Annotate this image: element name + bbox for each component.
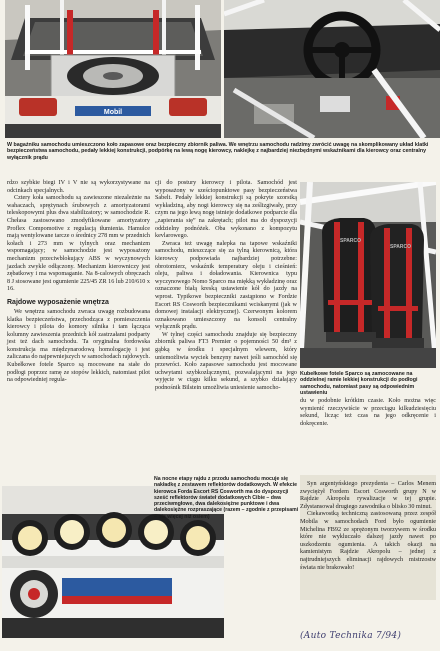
paragraph: Syn argentyńskiego prezydenta – Carlos Menem zwyciężył Fordem Escort Cosworth grupy N w Rajdzie Akropolu rywalizacje w tej grupie. Zdystansował drugiego zawodnika o blisko 30 minut. <box>300 481 436 510</box>
paragraph: Cztery koła samochodu są zawieszone niezależnie na wahaczach, sprężynach śrubowych z amortyzatorami teleskopowymi plus dwa stabilizatory; w samochodzie R. Chełasa zastosowano zmodyfikowane amortyzatory Proflex Compomotive z regulacją tłumienia. Hamulce mają wentylowane tarcze o średnicy 278 mm w przednich kołach i 273 mm w tylnych oraz mechanizm wspomagający; w samochodzie jest wyposażony mechanizm przeciwblokujący ABS w wyczynowych jazdach zwykle odłączony. Mechanizm kierowniczy jest zębatkowy i ma wspomaganie. Na 8-calowych obręczach 8 J stosowane jest ogumienie 225/45 ZR 16 lub 210/610 x 16. <box>7 195 150 293</box>
paragraph: We wnętrzu samochodu zwraca uwagę rozbudowana klatka bezpieczeństwa, przechodząca z pomieszczenia kierowcy i pilota do komory silnika i tam łącząca kolumny zawieszenia przednich kół zastrzałami podparty jest też dach samochodu. Ta oryginalna fordowska konstrukcja ma międzynarodową homologację i jest zaliczana do najpewniejszych w samochodach rajdowych. Kubełkowe fotele Sparco są mocowane na stałe do podłogi poprzez ramę ze stopów lekkich, natomiast pilot na odpowiedniej regula- <box>7 308 150 384</box>
paragraph: rdzo szybkie biegi IV i V nie są wykorzystywane na odcinkach specjalnych. <box>7 180 150 194</box>
paragraph: W tylnej części samochodu znajduje się bezpieczny zbiornik paliwa FT3 Premier o pojemności 50 dm³ z gąbką w środku i specjalnym wlewem, który uniemożliwia wyciek benzyny nawet jeśli samochód się przewróci. Koło zapasowe samochodu jest mocowane uchwytami szybkozłącznymi, pozwalającymi na jego wyjęcie w ciągu kilku sekund, a szybko działający podnośnik Bilstein umożliwia uniesienie samocho- <box>155 331 297 392</box>
photo-seats-graphic <box>300 182 436 368</box>
paragraph: cji do postury kierowcy i pilota. Samochód jest wyposażony w sześciopunktowe pasy bezpieczeństwa Sabelt. Pedały lekkiej konstrukcji są pokryte szorstką wykładziną, aby nogi kierowcy się na ześlizgiwały, przy czym na jego lewą nogę istnieje dodatkowe podparcie dla „zapierania się” na zakrętach; pilot ma do dyspozycji oddzielny podnóżek. Oba wykonano z kompozytu kevlarowego. <box>155 180 297 240</box>
article-column-2 <box>155 180 297 393</box>
paragraph: Ciekawostką techniczną zastosowaną przez zespół Mobila w samochodach Ford było ogumienie Michelina FB92 ze sprężonym tworzywem w środku które nie wykluczało dalszej jazdy nawet po uszkodzeniu ogumienia. A takich okazji na kamienistym Rajdzie Akropolu – jednej z najtrudniejszych eliminacji rajdowych mistrzostw świata nie brakowało! <box>300 511 436 571</box>
section-heading: Rajdowe wyposażenie wnętrza <box>7 298 109 306</box>
caption-lights: Na nocne etapy rajdu z przodu samochodu mocuje się nakładkę z zestawem reflektorów dodatkowych. W efekcie kierowca Forda Escort RS Cosworth ma do dyspozycji sześć reflektorów świateł dodatkowych Cibie – dwa przeciwmgłowe, dwa dalekosiężne punktowe i dwa dalekosiężne rozpraszające (razem – zgodnie z przepisami – nie więcej niż osiem) <box>154 476 299 520</box>
paragraph: Zwraca też uwagę nalepka na tapowe wskaźniki samochodu, mieszczące się za tylną kierownicą, która kierowcy podpowiada najbardziej potrzebne: obrotomierz, wskaźnik temperatury oleju i cieśnień: oleju, paliwa i doładowania. Kierownica typu wyczynowego Nomo Sparco ma miękką wykładzinę oraz oznaczone białą kreską ustawienie kół do jazdy na wprost. Typikowe bezpieczniki zastąpiono w Fordzie Escort RS Cosworth bezpiecznikami wciskanymi (jak w domowej instalacji elektrycznej). Czerwonym kolorem oznakowano umieszczony na konsoli centralny wyłącznik prądu. <box>155 240 297 331</box>
svg-text:Mobil: Mobil <box>103 109 123 116</box>
paragraph: du w podobnie krótkim czasie. Koło można więc wymienić rzeczywiście w przeciągu kilkudziesięciu sekund, licząc też czas na jego odkręcenie i dokręcenie. <box>300 398 436 427</box>
article-column-3 <box>300 398 436 428</box>
photo-trunk-graphic <box>5 0 221 138</box>
svg-text:SPARCO: SPARCO <box>340 238 362 244</box>
article-column-4 <box>300 481 436 572</box>
svg-text:SPARCO: SPARCO <box>390 244 412 250</box>
photo-seats <box>300 182 436 368</box>
photo-cockpit <box>224 0 440 138</box>
caption-seats: Kubełkowe fotele Sparco są zamocowane na oddzielnej ramie lekkiej konstrukcji do podłogi samochodu, natomiast pasy są odpowiednim ustawieniu <box>300 371 418 397</box>
photo-cockpit-graphic <box>224 0 440 138</box>
caption-top: W bagażniku samochodu umieszczono koło zapasowe oraz bezpieczny zbiornik paliwa. We wnętrzu samochodu radzimy zwrócić uwagę na skomplikowany układ klatki bezpieczeństwa samochodu, pedały lekkiej konstrukcji, podpórkę na lewą nogę kierowcy, naklejkę z najbardziej niezbędnymi wskaźnikami dla kierowcy oraz centralny wyłącznik prądu <box>7 142 429 161</box>
source-signature: (Auto Technika 7/94) <box>300 631 402 641</box>
article-column-1 <box>7 180 150 385</box>
photo-trunk <box>5 0 221 138</box>
